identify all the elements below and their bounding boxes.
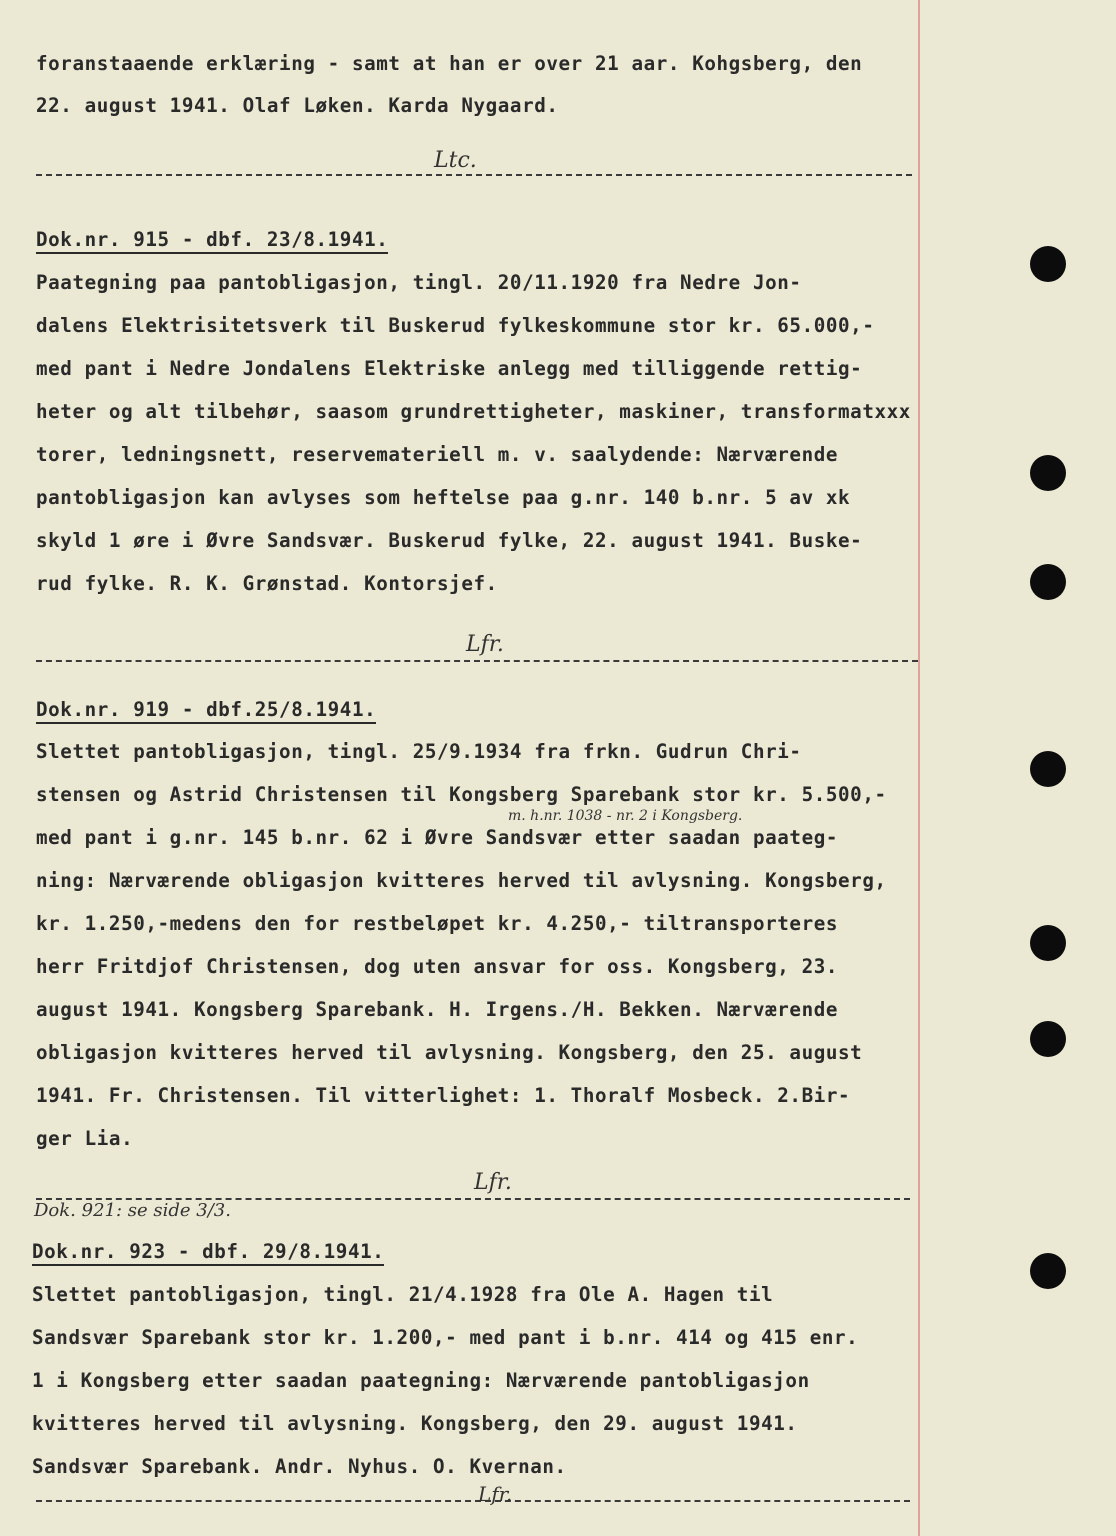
initials-signature: Lfr. <box>474 1170 512 1195</box>
text-line: 22. august 1941. Olaf Løken. Karda Nygaard. <box>36 94 559 117</box>
handwritten-note: m. h.nr. 1038 - nr. 2 i Kongsberg. <box>508 808 743 824</box>
text-line: rud fylke. R. K. Grønstad. Kontorsjef. <box>36 572 498 595</box>
text-line: obligasjon kvitteres herved til avlysning. Kongsberg, den 25. august <box>36 1041 863 1064</box>
initials-signature: Lfr. <box>466 632 504 657</box>
margin-rule <box>918 0 920 1536</box>
text-line: august 1941. Kongsberg Sparebank. H. Irgens./H. Bekken. Nærværende <box>36 998 839 1021</box>
text-line: Slettet pantobligasjon, tingl. 21/4.1928 fra Ole A. Hagen til <box>32 1283 774 1306</box>
handwritten-note: Dok. 921: se side 3/3. <box>34 1200 231 1221</box>
text-line: 1941. Fr. Christensen. Til vitterlighet: 1. Thoralf Mosbeck. 2.Bir- <box>36 1084 851 1107</box>
text-line: med pant i Nedre Jondalens Elektriske anlegg med tilliggende rettig- <box>36 357 863 380</box>
binder-hole-icon <box>1030 751 1066 787</box>
text-line: Sandsvær Sparebank stor kr. 1.200,- med pant i b.nr. 414 og 415 enr. <box>32 1326 859 1349</box>
text-line: Sandsvær Sparebank. Andr. Nyhus. O. Kvernan. <box>32 1455 567 1478</box>
text-line: ning: Nærværende obligasjon kvitteres herved til avlysning. Kongsberg, <box>36 869 887 892</box>
text-line: foranstaaende erklæring - samt at han er over 21 aar. Kohgsberg, den <box>36 52 863 75</box>
separator-line <box>36 660 918 662</box>
text-line: torer, ledningsnett, reservemateriell m. v. saalydende: Nærværende <box>36 443 839 466</box>
text-line: med pant i g.nr. 145 b.nr. 62 i Øvre Sandsvær etter saadan paateg- <box>36 826 839 849</box>
doc-heading: Dok.nr. 919 - dbf.25/8.1941. <box>36 698 376 724</box>
text-line: herr Fritdjof Christensen, dog uten ansvar for oss. Kongsberg, 23. <box>36 955 839 978</box>
text-line: ger Lia. <box>36 1127 134 1150</box>
separator-line <box>36 174 912 176</box>
binder-hole-icon <box>1030 246 1066 282</box>
binder-hole-icon <box>1030 925 1066 961</box>
text-line: kvitteres herved til avlysning. Kongsberg, den 29. august 1941. <box>32 1412 798 1435</box>
binder-hole-icon <box>1030 1021 1066 1057</box>
initials-signature: Ltc. <box>434 148 477 173</box>
binder-hole-icon <box>1030 1253 1066 1289</box>
binder-hole-icon <box>1030 564 1066 600</box>
text-line: skyld 1 øre i Øvre Sandsvær. Buskerud fylke, 22. august 1941. Buske- <box>36 529 863 552</box>
doc-heading: Dok.nr. 915 - dbf. 23/8.1941. <box>36 228 388 254</box>
text-line: stensen og Astrid Christensen til Kongsberg Sparebank stor kr. 5.500,- <box>36 783 887 806</box>
text-line: Paategning paa pantobligasjon, tingl. 20/11.1920 fra Nedre Jon- <box>36 271 802 294</box>
text-line: pantobligasjon kan avlyses som heftelse paa g.nr. 140 b.nr. 5 av xk <box>36 486 851 509</box>
text-line: kr. 1.250,-medens den for restbeløpet kr. 4.250,- tiltransporteres <box>36 912 839 935</box>
binder-hole-icon <box>1030 455 1066 491</box>
doc-heading: Dok.nr. 923 - dbf. 29/8.1941. <box>32 1240 384 1266</box>
text-line: dalens Elektrisitetsverk til Buskerud fylkeskommune stor kr. 65.000,- <box>36 314 875 337</box>
initials-signature: Lfr. <box>478 1482 513 1506</box>
text-line: Slettet pantobligasjon, tingl. 25/9.1934 fra frkn. Gudrun Chri- <box>36 740 802 763</box>
text-line: 1 i Kongsberg etter saadan paategning: Nærværende pantobligasjon <box>32 1369 810 1392</box>
text-line: heter og alt tilbehør, saasom grundrettigheter, maskiner, transformatxxx <box>36 400 911 423</box>
separator-line <box>36 1500 910 1502</box>
